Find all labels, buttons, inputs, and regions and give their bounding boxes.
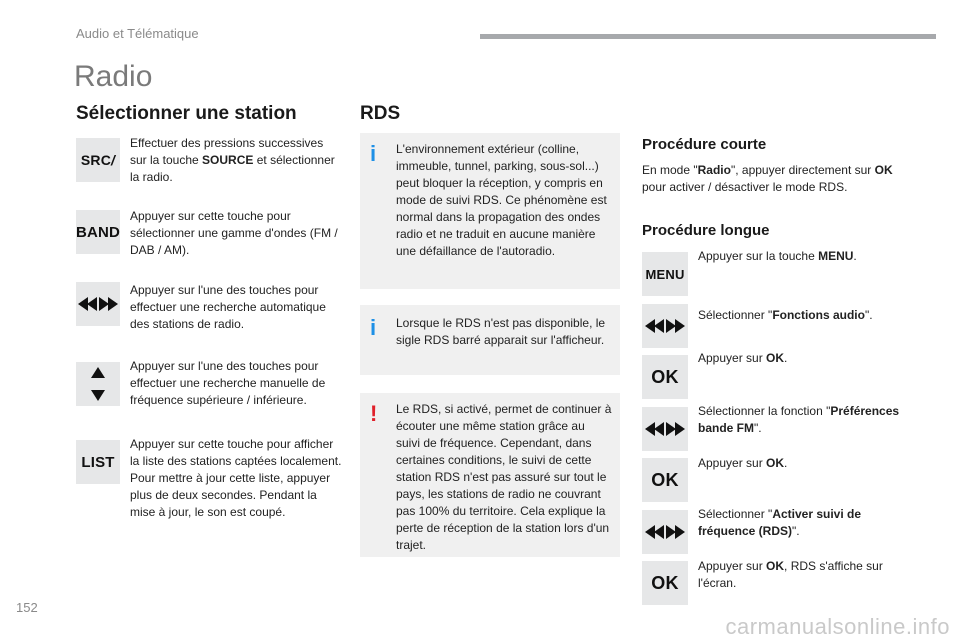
seek-key-icon (642, 510, 688, 554)
band-text: Appuyer sur cette touche pour sélectionner une gamme d'ondes (FM / DAB / AM). (130, 209, 338, 257)
long-step-7: Appuyer sur OK, RDS s'affiche sur l'écran. (698, 559, 883, 590)
long-step-6: Sélectionner "Activer suivi de fréquence (RDS)". (698, 507, 862, 538)
long-step-5: Appuyer sur OK. (698, 456, 788, 470)
rds-info-text-2: Lorsque le RDS n'est pas disponible, le sigle RDS barré apparait sur l'afficheur. (396, 316, 606, 347)
seek-key-icon (642, 304, 688, 348)
band-key-icon: BAND (76, 210, 120, 254)
long-step-3: Appuyer sur OK. (698, 351, 788, 365)
left-heading: Sélectionner une station (76, 103, 297, 124)
ok-key-icon: OK (642, 458, 688, 502)
seek-key-icon (76, 282, 120, 326)
info-icon: i (370, 315, 377, 340)
section-header: Audio et Télématique (76, 26, 199, 41)
updown-text: Appuyer sur l'une des touches pour effectuer une recherche manuelle de fréquence supérieure / inférieure. (130, 359, 326, 407)
rds-info-box-1 (360, 133, 620, 289)
short-heading: Procédure courte (642, 136, 767, 153)
rds-heading: RDS (360, 103, 401, 124)
rds-warning-text: Le RDS, si activé, permet de continuer à écouter une même station grâce au suivi de fréquence. Cependant, dans certaines conditions, le suivi de cette station RDS n'est pas assuré sur tout le pays, les stations de radio ne couvrant pas 100% du territoire. Cela explique la perte de réception de la station lors d'un trajet. (396, 402, 612, 552)
watermark: carmanualsonline.info (725, 614, 950, 639)
list-key-icon: LIST (76, 440, 120, 484)
ok-key-icon: OK (642, 561, 688, 605)
header-bar (480, 34, 936, 39)
page-number: 152 (16, 600, 38, 615)
rds-info-text-1: L'environnement extérieur (colline, immeuble, tunnel, parking, sous-sol...) peut bloquer la réception, y compris en mode de suivi RDS. Ce phénomène est normal dans la propagation des ondes radio et ne traduit en aucune manière une défaillance de l'autoradio. (396, 142, 607, 258)
long-step-4: Sélectionner la fonction "Préférences bande FM". (698, 404, 900, 435)
info-icon: i (370, 141, 377, 166)
short-text: En mode "Radio", appuyer directement sur OK pour activer / désactiver le mode RDS. (642, 163, 893, 194)
rds-warning-box (360, 393, 620, 557)
seek-key-icon (642, 407, 688, 451)
long-step-1: Appuyer sur la touche MENU. (698, 249, 857, 263)
updown-key-icon (76, 362, 120, 406)
src-text: Effectuer des pressions successives sur la touche SOURCE et sélectionner la radio. (130, 136, 335, 184)
warning-icon: ! (370, 401, 378, 426)
src-key-icon: SRC/ (76, 138, 120, 182)
list-text: Appuyer sur cette touche pour afficher la liste des stations captées localement. Pour mettre à jour cette liste, appuyer plus de deux secondes. Pendant la mise à jour, le son est coupé. (130, 437, 342, 519)
page-title: Radio (74, 60, 153, 93)
long-step-2: Sélectionner "Fonctions audio". (698, 308, 873, 322)
seek-text: Appuyer sur l'une des touches pour effectuer une recherche automatique des stations de radio. (130, 283, 326, 331)
rds-info-box-2 (360, 305, 620, 375)
menu-key-icon: MENU (642, 252, 688, 296)
long-heading: Procédure longue (642, 222, 770, 239)
ok-key-icon: OK (642, 355, 688, 399)
